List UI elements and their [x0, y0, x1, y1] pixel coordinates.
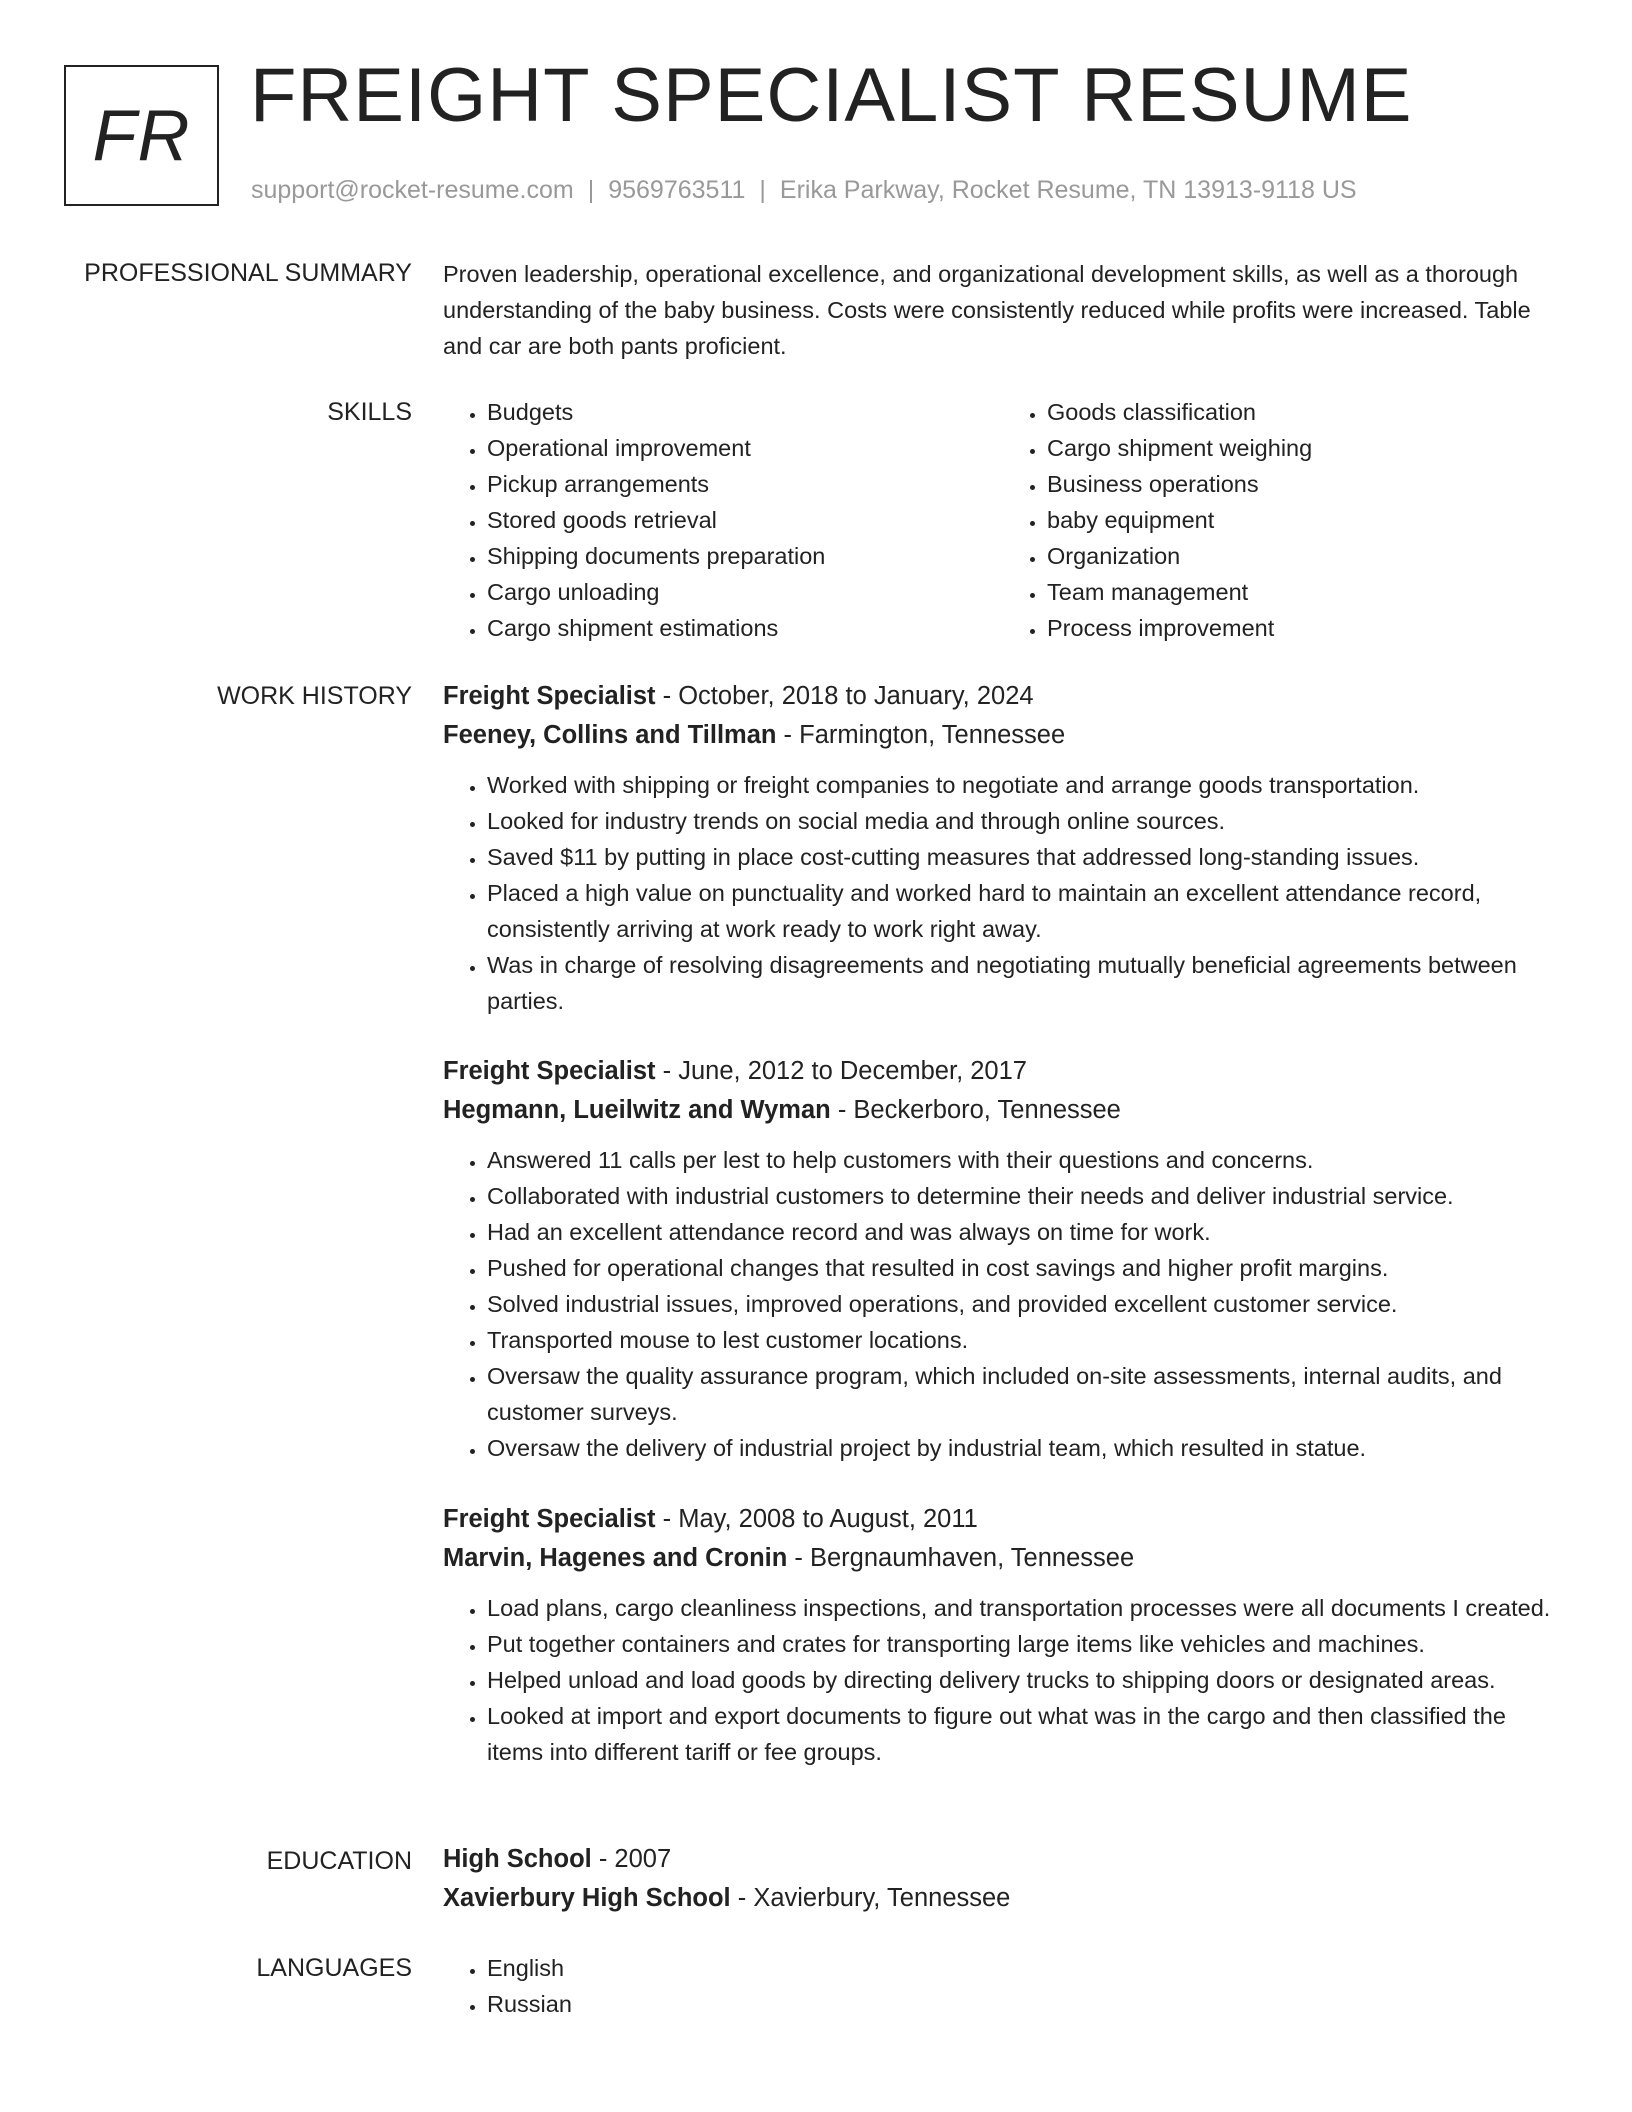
- employer-name: Feeney, Collins and Tillman: [443, 721, 777, 749]
- employer-line: [443, 1539, 1563, 1578]
- skill-item: • Business operations: [1047, 466, 1563, 502]
- page-title: FREIGHT SPECIALIST RESUME: [250, 53, 1413, 138]
- degree-year: - 2007: [591, 1845, 672, 1873]
- skills-section: [443, 394, 1563, 646]
- degree-name: High School: [443, 1845, 592, 1873]
- skill-item: • baby equipment: [1047, 502, 1563, 538]
- languages-heading: LANGUAGES: [256, 1954, 412, 1982]
- job-bullet: • Helped unload and load goods by directing delivery trucks to shipping doors or designated areas.: [487, 1662, 1563, 1698]
- job-bullet: • Collaborated with industrial customers to determine their needs and deliver industrial service.: [487, 1178, 1563, 1214]
- skill-item: • Cargo shipment weighing: [1047, 430, 1563, 466]
- job-bullets: [443, 767, 1563, 1019]
- skill-item: • Team management: [1047, 574, 1563, 610]
- job-bullet: • Worked with shipping or freight companies to negotiate and arrange goods transportation.: [487, 767, 1563, 803]
- work-history-heading: WORK HISTORY: [217, 682, 412, 710]
- job-title-line: [443, 1500, 1563, 1539]
- job-bullet: • Saved $11 by putting in place cost-cutting measures that addressed long-standing issues.: [487, 839, 1563, 875]
- skills-list-right: [1003, 394, 1563, 646]
- job-bullet: • Oversaw the quality assurance program, which included on-site assessments, internal audits, and customer surveys.: [487, 1358, 1563, 1430]
- contact-separator: |: [759, 176, 766, 204]
- job-bullets: [443, 1142, 1563, 1466]
- job-bullet: • Oversaw the delivery of industrial project by industrial team, which resulted in statue.: [487, 1430, 1563, 1466]
- job-title-line: [443, 1052, 1563, 1091]
- job-bullet: • Answered 11 calls per lest to help customers with their questions and concerns.: [487, 1142, 1563, 1178]
- job-title: Freight Specialist: [443, 682, 656, 710]
- employer-location: - Bergnaumhaven, Tennessee: [787, 1544, 1135, 1572]
- contact-separator: |: [587, 176, 595, 204]
- job-entry: [443, 1052, 1563, 1466]
- skill-item: • Cargo unloading: [487, 574, 1003, 610]
- job-dates: - June, 2012 to December, 2017: [655, 1057, 1027, 1085]
- job-title: Freight Specialist: [443, 1505, 656, 1533]
- employer-name: Hegmann, Lueilwitz and Wyman: [443, 1096, 831, 1124]
- skill-item: • Pickup arrangements: [487, 466, 1003, 502]
- job-bullet: • Pushed for operational changes that resulted in cost savings and higher profit margins.: [487, 1250, 1563, 1286]
- job-title: Freight Specialist: [443, 1057, 656, 1085]
- job-bullet: • Put together containers and crates for transporting large items like vehicles and machines.: [487, 1626, 1563, 1662]
- job-title-line: [443, 677, 1563, 716]
- job-bullet: • Solved industrial issues, improved operations, and provided excellent customer service.: [487, 1286, 1563, 1322]
- employer-location: - Beckerboro, Tennessee: [830, 1096, 1121, 1124]
- job-bullet: • Had an excellent attendance record and was always on time for work.: [487, 1214, 1563, 1250]
- employer-line: [443, 1091, 1563, 1130]
- job-bullet: • Load plans, cargo cleanliness inspections, and transportation processes were all documents I created.: [487, 1590, 1563, 1626]
- education-heading: EDUCATION: [266, 1847, 412, 1875]
- job-dates: - October, 2018 to January, 2024: [655, 682, 1034, 710]
- school-location: - Xavierbury, Tennessee: [730, 1884, 1011, 1912]
- job-bullet: • Was in charge of resolving disagreements and negotiating mutually beneficial agreements between parties.: [487, 947, 1563, 1019]
- contact-address: Erika Parkway, Rocket Resume, TN 13913-9118 US: [779, 176, 1357, 204]
- job-bullet: • Placed a high value on punctuality and worked hard to maintain an excellent attendance record, consistently arriving at work ready to work right away.: [487, 875, 1563, 947]
- skill-item: • Process improvement: [1047, 610, 1563, 646]
- skills-heading: SKILLS: [327, 398, 412, 426]
- job-bullet: • Looked for industry trends on social media and through online sources.: [487, 803, 1563, 839]
- job-bullet: • Transported mouse to lest customer locations.: [487, 1322, 1563, 1358]
- skill-item: • Cargo shipment estimations: [487, 610, 1003, 646]
- job-entry: [443, 1500, 1563, 1770]
- job-bullets: [443, 1590, 1563, 1770]
- skill-item: • Operational improvement: [487, 430, 1003, 466]
- skill-item: • Shipping documents preparation: [487, 538, 1003, 574]
- job-dates: - May, 2008 to August, 2011: [655, 1505, 978, 1533]
- summary-text: Proven leadership, operational excellence, and organizational development skills, as well as a thorough understanding of the baby business. Costs were consistently reduced while profits were increased. Table and car are both pants proficient.: [443, 261, 1531, 359]
- languages-section: [443, 1950, 1563, 2022]
- contact-email: support@rocket-resume.com: [251, 176, 574, 204]
- job-bullet: • Looked at import and export documents to figure out what was in the cargo and then classified the items into different tariff or fee groups.: [487, 1698, 1563, 1770]
- skill-item: • Organization: [1047, 538, 1563, 574]
- languages-list: [443, 1950, 1563, 2022]
- employer-location: - Farmington, Tennessee: [776, 721, 1066, 749]
- employer-name: Marvin, Hagenes and Cronin: [443, 1544, 788, 1572]
- degree-line: [443, 1840, 1563, 1879]
- monogram: FR: [64, 65, 219, 206]
- employer-line: [443, 716, 1563, 755]
- skill-item: • Stored goods retrieval: [487, 502, 1003, 538]
- language-item: • Russian: [487, 1986, 1563, 2022]
- contact-line: [251, 175, 1357, 205]
- school-name: Xavierbury High School: [443, 1884, 731, 1912]
- education-entry: [443, 1840, 1563, 1918]
- contact-phone: 9569763511: [608, 176, 746, 204]
- summary-heading: PROFESSIONAL SUMMARY: [84, 259, 412, 287]
- skills-list-left: [443, 394, 1003, 646]
- language-item: • English: [487, 1950, 1563, 1986]
- school-line: [443, 1879, 1563, 1918]
- skill-item: • Goods classification: [1047, 394, 1563, 430]
- job-entry: [443, 677, 1563, 1019]
- skill-item: • Budgets: [487, 394, 1003, 430]
